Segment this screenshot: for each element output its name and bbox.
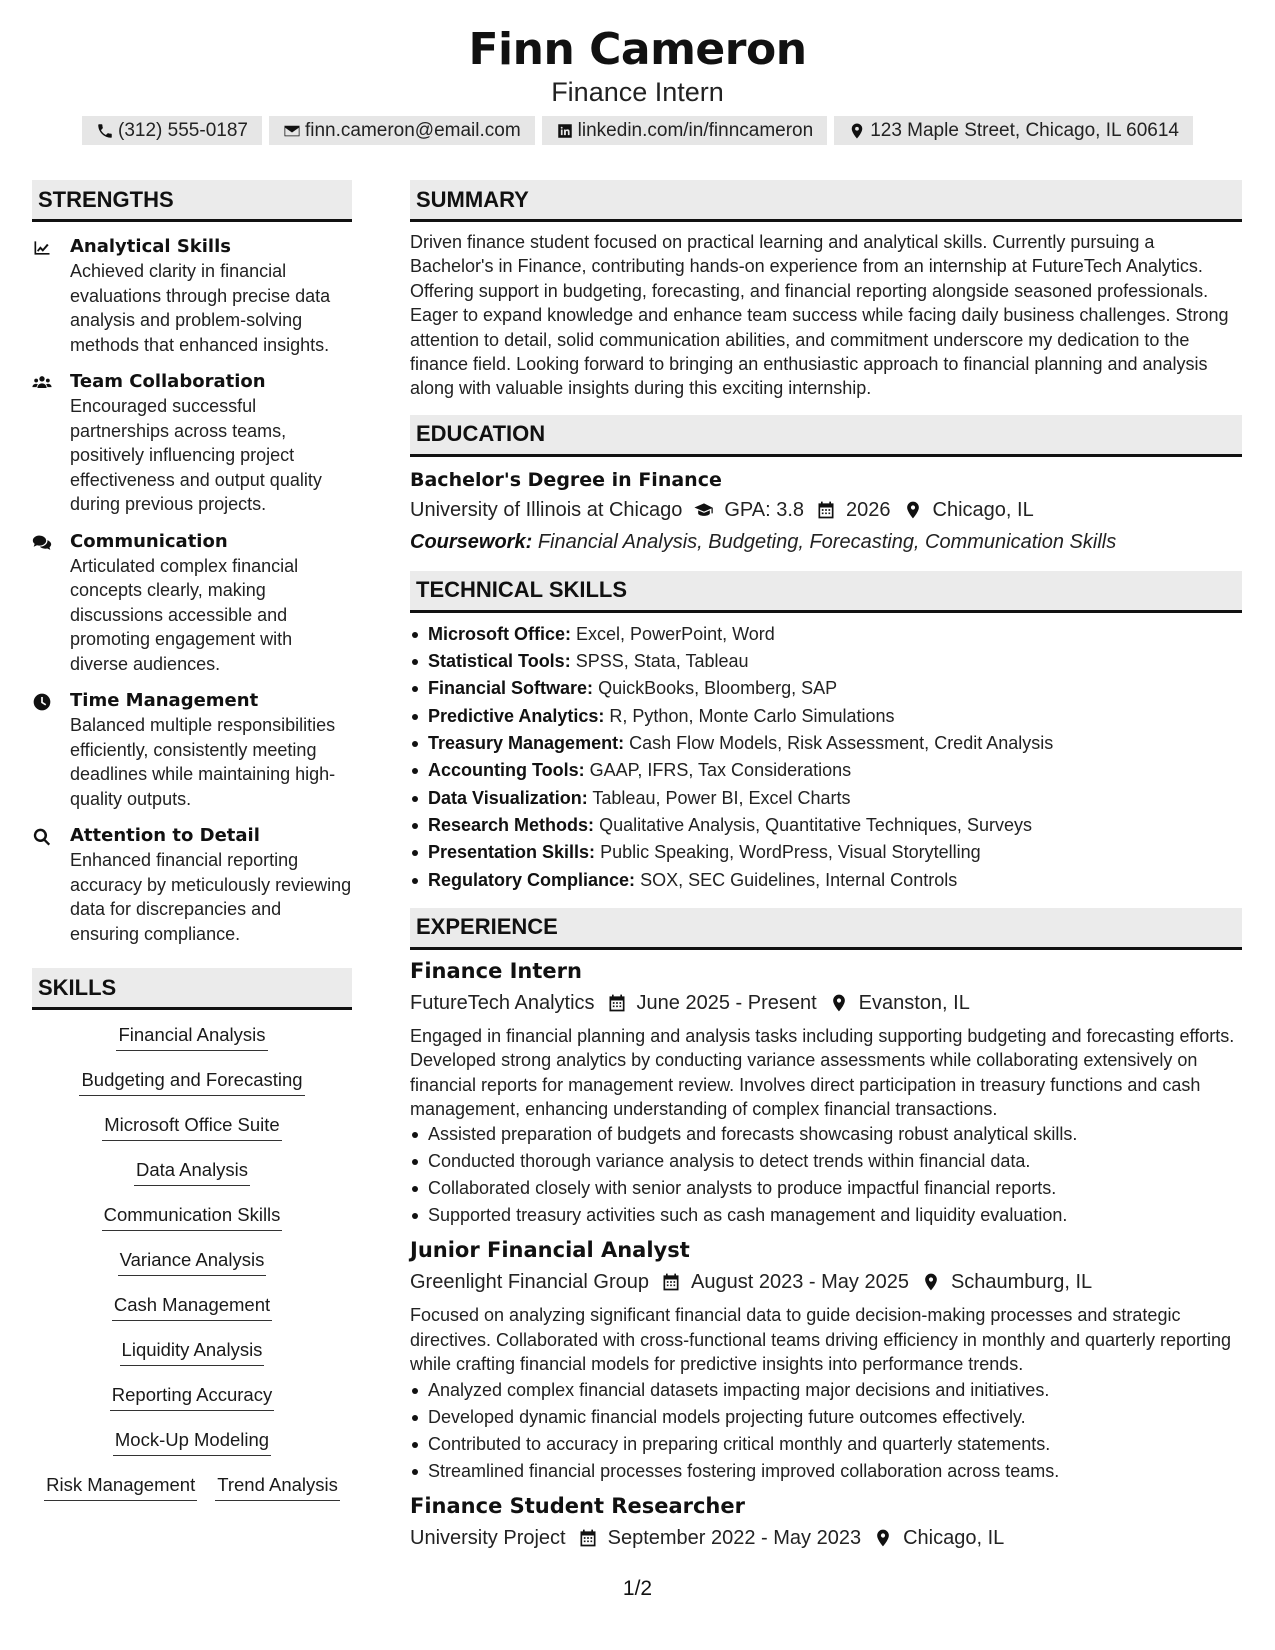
graduation-year: 2026 — [846, 498, 891, 521]
job-entry — [410, 1491, 1242, 1553]
skill-tag: Microsoft Office Suite — [102, 1112, 281, 1141]
contact-linkedin-text: linkedin.com/in/finncameron — [577, 119, 814, 141]
education-meta — [410, 495, 1242, 525]
job-bullets — [410, 1121, 1242, 1229]
skill-label: Predictive Analytics: — [428, 705, 605, 726]
strength-title: Analytical Skills — [70, 236, 231, 257]
strength-title: Communication — [70, 530, 228, 552]
calendar-icon — [661, 1272, 681, 1292]
resume-header — [0, 0, 1275, 145]
list-item: Developed dynamic financial models projecting future outcomes effectively. — [410, 1404, 1242, 1431]
education-location: Chicago, IL — [932, 498, 1034, 521]
company-name: Greenlight Financial Group — [410, 1271, 650, 1294]
skill-label: Microsoft Office: — [428, 623, 572, 644]
list-item — [410, 812, 1242, 839]
strength-item — [32, 369, 352, 517]
contact-address-text: 123 Maple Street, Chicago, IL 60614 — [870, 119, 1179, 141]
clock-icon — [32, 692, 52, 712]
job-location: Evanston, IL — [858, 991, 970, 1014]
job-dates: August 2023 - May 2025 — [691, 1271, 909, 1294]
job-meta — [410, 1267, 1242, 1297]
skill-tag: Communication Skills — [102, 1202, 283, 1231]
strength-title: Attention to Detail — [70, 825, 260, 846]
skill-label: Data Visualization: — [428, 787, 588, 808]
strength-desc: Encouraged successful partnerships across teams, positively influencing project effectiveness and output quality during previous projects. — [70, 396, 322, 514]
skill-tag: Data Analysis — [134, 1157, 250, 1186]
skill-value: SPSS, Stata, Tableau — [575, 651, 749, 672]
skill-value: QuickBooks, Bloomberg, SAP — [598, 678, 838, 699]
strength-desc: Enhanced financial reporting accuracy by meticulously reviewing data for discrepancies and ensuring compliance. — [70, 850, 352, 944]
job-title: Junior Financial Analyst — [410, 1238, 690, 1263]
skill-tag: Risk Management — [44, 1472, 197, 1501]
list-item — [410, 867, 1242, 894]
list-item: Assisted preparation of budgets and forecasts showcasing robust analytical skills. — [410, 1121, 1242, 1148]
contact-phone[interactable] — [82, 116, 262, 145]
chart-line-icon — [32, 238, 52, 258]
list-item — [410, 839, 1242, 866]
map-pin-icon — [903, 500, 923, 520]
job-description: Focused on analyzing significant financial data to guide decision-making processes and strategic directives. Collaborated with cross-functional teams driving efficiency in monthly and quarterly reporting while crafting financial models for predictive insights into performance trends. — [410, 1305, 1232, 1375]
job-description: Engaged in financial planning and analysis tasks including supporting budgeting and forecasting efforts. Developed strong analytics by conducting variance assessments while collaborating extensively on financial reports for management review. Involves direct participation in treasury functions and cash management, enhancing understanding of complex financial transactions. — [410, 1025, 1235, 1120]
skill-label: Treasury Management: — [428, 733, 625, 754]
calendar-icon — [578, 1528, 598, 1548]
map-pin-icon — [829, 993, 849, 1013]
phone-icon — [96, 122, 114, 140]
skill-label: Financial Software: — [428, 678, 594, 699]
skill-tag: Reporting Accuracy — [110, 1382, 274, 1411]
summary-text: Driven finance student focused on practical learning and analytical skills. Currently pursuing a Bachelor's in Finance, contributing hands-on experience from an internship at FutureTech Analytics. Offering support in budgeting, forecasting, and financial reporting alongside seasoned professionals. Eager to expand knowledge and enhance team success while facing daily business challenges. Strong attention to detail, solid communication abilities, and commitment underscore my dedication to the finance field. Looking forward to bringing an enthusiastic approach to financial planning and analysis along with valuable insights during this exciting internship. — [410, 232, 1229, 399]
list-item — [410, 648, 1242, 675]
list-item: Contributed to accuracy in preparing critical monthly and quarterly statements. — [410, 1431, 1242, 1458]
page-number: 1/2 — [622, 1577, 653, 1600]
skill-tag: Trend Analysis — [215, 1472, 340, 1501]
skill-tag: Financial Analysis — [116, 1022, 267, 1051]
strength-item — [32, 823, 352, 946]
search-icon — [32, 827, 52, 847]
job-dates: June 2025 - Present — [636, 991, 817, 1014]
skill-value: GAAP, IFRS, Tax Considerations — [589, 760, 852, 781]
skill-tag: Liquidity Analysis — [120, 1337, 265, 1366]
map-pin-icon — [848, 122, 866, 140]
list-item: Streamlined financial processes fostering improved collaboration across teams. — [410, 1458, 1242, 1485]
strength-item — [32, 529, 352, 677]
job-dates: September 2022 - May 2023 — [607, 1526, 862, 1549]
contact-phone-text: (312) 555-0187 — [118, 119, 248, 141]
list-item: Supported treasury activities such as cash management and liquidity evaluation. — [410, 1202, 1242, 1229]
skill-value: Excel, PowerPoint, Word — [576, 623, 775, 644]
coursework — [410, 527, 1242, 557]
skill-tag: Variance Analysis — [118, 1247, 267, 1276]
education-heading: EDUCATION — [410, 415, 1242, 457]
map-pin-icon — [921, 1272, 941, 1292]
job-entry — [410, 1235, 1242, 1484]
experience-heading: EXPERIENCE — [410, 908, 1242, 950]
skill-label: Regulatory Compliance: — [428, 869, 636, 890]
job-title: Finance Intern — [410, 958, 582, 983]
coursework-label: Coursework: — [410, 530, 533, 553]
left-column — [32, 180, 352, 1517]
contact-bar — [0, 116, 1275, 145]
skill-value: Cash Flow Models, Risk Assessment, Credit Analysis — [629, 733, 1054, 754]
strength-desc: Articulated complex financial concepts clearly, making discussions accessible and promoting engagement with diverse audiences. — [70, 555, 299, 674]
skill-label: Statistical Tools: — [428, 651, 571, 672]
technical-skills-list — [410, 621, 1242, 894]
skill-value: Public Speaking, WordPress, Visual Storytelling — [600, 842, 981, 863]
contact-email[interactable] — [269, 116, 535, 145]
users-icon — [32, 373, 52, 393]
contact-email-text: finn.cameron@email.com — [304, 119, 521, 141]
calendar-icon — [607, 993, 627, 1013]
strength-title: Team Collaboration — [70, 371, 266, 392]
list-item — [410, 621, 1242, 648]
technical-skills-heading: TECHNICAL SKILLS — [410, 571, 1242, 613]
calendar-icon — [816, 500, 836, 520]
list-item — [410, 703, 1242, 730]
list-item: Conducted thorough variance analysis to detect trends within financial data. — [410, 1148, 1242, 1175]
contact-address — [834, 116, 1193, 145]
job-meta — [410, 988, 1242, 1018]
coursework-list: Financial Analysis, Budgeting, Forecasting, Communication Skills — [537, 530, 1117, 553]
skill-label: Research Methods: — [428, 814, 595, 835]
school-name: University of Illinois at Chicago — [410, 498, 683, 521]
summary-heading: SUMMARY — [410, 180, 1242, 222]
skill-tag: Cash Management — [112, 1292, 272, 1321]
list-item — [410, 730, 1242, 757]
company-name: University Project — [410, 1526, 566, 1549]
skills-heading: SKILLS — [32, 968, 352, 1010]
graduation-cap-icon — [694, 500, 714, 520]
candidate-title: Finance Intern — [551, 77, 724, 107]
strength-desc: Achieved clarity in financial evaluations through precise data analysis and problem-solving methods that enhanced insights. — [70, 261, 331, 355]
skill-tag: Budgeting and Forecasting — [79, 1067, 304, 1096]
job-bullets — [410, 1377, 1242, 1485]
strength-title: Time Management — [70, 690, 259, 711]
skill-label: Presentation Skills: — [428, 842, 596, 863]
job-entry — [410, 956, 1242, 1230]
skill-value: SOX, SEC Guidelines, Internal Controls — [640, 869, 958, 890]
envelope-icon — [283, 122, 301, 140]
list-item — [410, 785, 1242, 812]
list-item: Analyzed complex financial datasets impacting major decisions and initiatives. — [410, 1377, 1242, 1404]
job-title: Finance Student Researcher — [410, 1493, 745, 1518]
map-pin-icon — [873, 1528, 893, 1548]
skill-tag: Mock-Up Modeling — [113, 1427, 271, 1456]
candidate-name: Finn Cameron — [468, 24, 807, 75]
strength-item — [32, 688, 352, 811]
list-item — [410, 757, 1242, 784]
strength-item — [32, 234, 352, 357]
comments-icon — [32, 533, 52, 553]
skill-value: R, Python, Monte Carlo Simulations — [609, 705, 895, 726]
gpa: GPA: 3.8 — [724, 498, 805, 521]
job-location: Schaumburg, IL — [950, 1271, 1093, 1294]
list-item — [410, 675, 1242, 702]
right-column — [410, 180, 1242, 1553]
job-location: Chicago, IL — [903, 1526, 1005, 1549]
skill-value: Qualitative Analysis, Quantitative Techniques, Surveys — [599, 814, 1032, 835]
company-name: FutureTech Analytics — [410, 991, 595, 1014]
contact-linkedin[interactable] — [542, 116, 828, 145]
list-item: Collaborated closely with senior analysts to produce impactful financial reports. — [410, 1175, 1242, 1202]
job-meta — [410, 1523, 1242, 1553]
skill-value: Tableau, Power BI, Excel Charts — [592, 787, 851, 808]
skill-label: Accounting Tools: — [428, 760, 585, 781]
degree-title: Bachelor's Degree in Finance — [410, 468, 722, 491]
linkedin-icon — [556, 122, 574, 140]
skills-list — [32, 1022, 352, 1517]
strength-desc: Balanced multiple responsibilities efficiently, consistently meeting deadlines while maintaining high-quality outputs. — [70, 715, 336, 809]
strengths-heading: STRENGTHS — [32, 180, 352, 222]
